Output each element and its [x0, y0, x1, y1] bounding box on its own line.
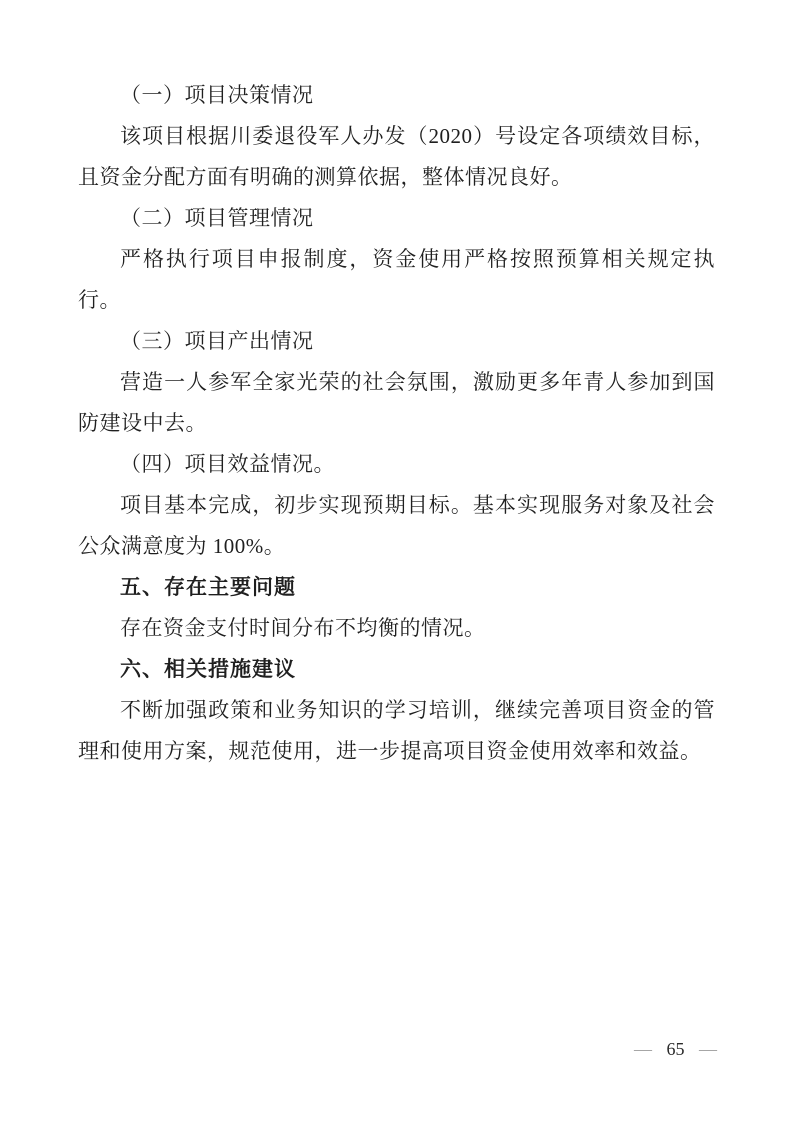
subheading-1-project-decision: （一）项目决策情况 [120, 83, 314, 107]
para-main-problems: 存在资金支付时间分布不均衡的情况。 [120, 616, 486, 640]
page-number-dash-right: — [699, 1039, 717, 1059]
heading-6-suggestions: 六、相关措施建议 [120, 658, 296, 681]
subheading-4-project-benefit: （四）项目效益情况。 [120, 452, 335, 476]
para-project-benefit: 项目基本完成，初步实现预期目标。基本实现服务对象及社会公众满意度为 100%。 [78, 493, 715, 558]
page-number [634, 1038, 717, 1060]
heading-5-main-problems: 五、存在主要问题 [120, 576, 296, 599]
para-suggestions: 不断加强政策和业务知识的学习培训，继续完善项目资金的管理和使用方案，规范使用，进一步提高项目资金使用效率和效益。 [78, 698, 715, 763]
page-number-value: 65 [666, 1039, 685, 1059]
para-project-decision: 该项目根据川委退役军人办发（2020）号设定各项绩效目标，且资金分配方面有明确的测算依据，整体情况良好。 [78, 124, 715, 189]
para-project-management: 严格执行项目申报制度，资金使用严格按照预算相关规定执行。 [78, 247, 715, 312]
document-body [78, 75, 715, 772]
subheading-3-project-output: （三）项目产出情况 [120, 329, 314, 353]
page-number-dash-left: — [634, 1039, 652, 1059]
subheading-2-project-management: （二）项目管理情况 [120, 206, 314, 230]
para-project-output: 营造一人参军全家光荣的社会氛围，激励更多年青人参加到国防建设中去。 [78, 370, 715, 435]
